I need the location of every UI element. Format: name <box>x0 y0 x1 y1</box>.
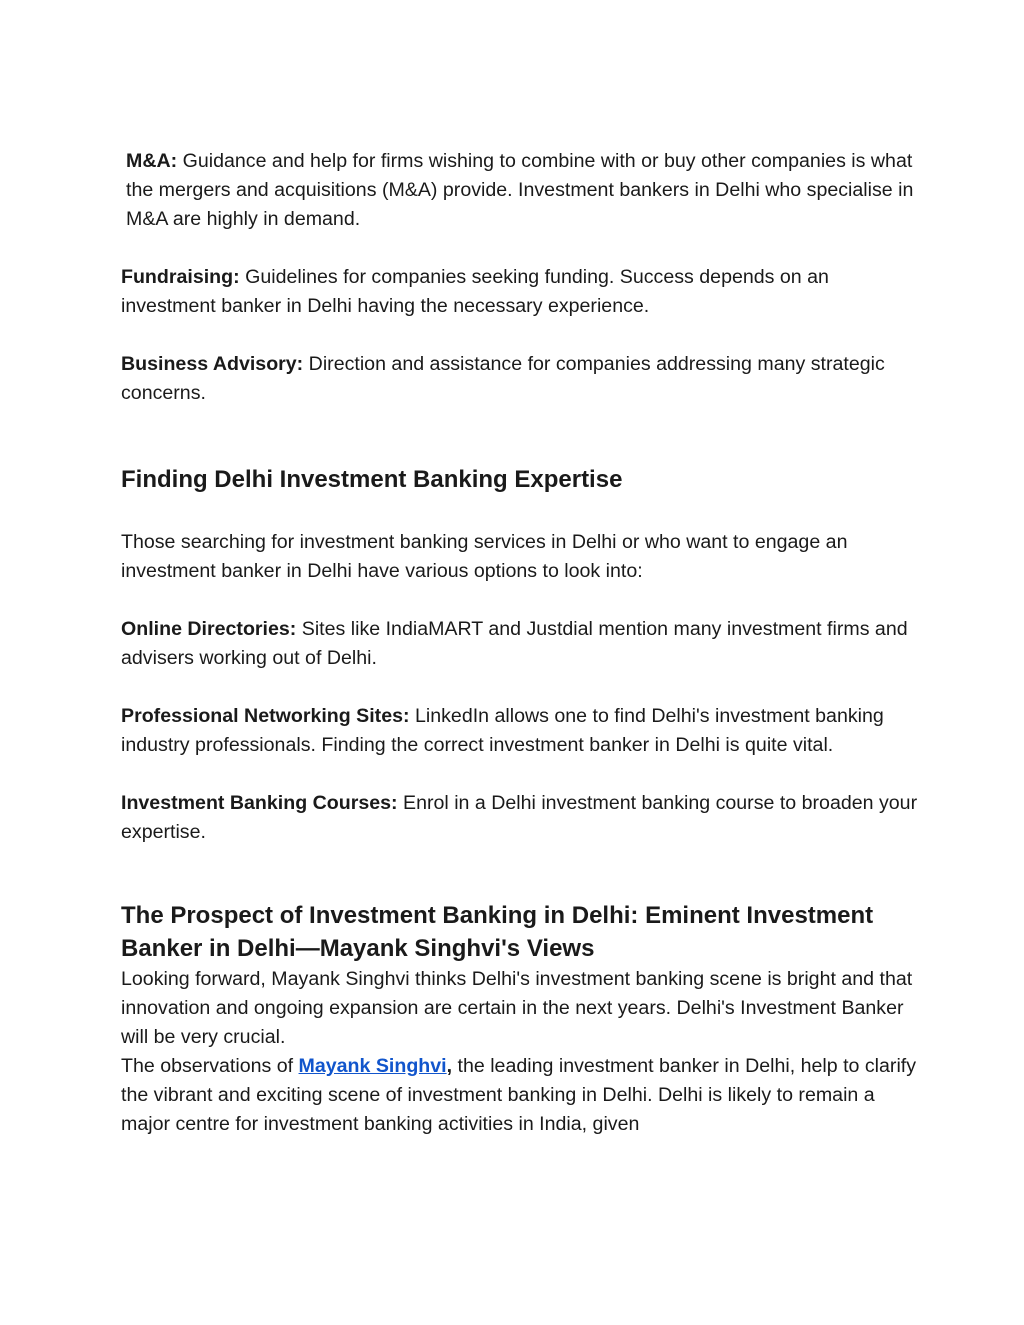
text-observations-comma: , <box>446 1055 453 1077</box>
heading-prospect: The Prospect of Investment Banking in Delhi: Eminent Investment Banker in Delhi—Mayank Singhvi's Views <box>121 902 874 962</box>
label-online-directories: Online Directories: <box>121 618 297 640</box>
paragraph-business-advisory <box>121 350 921 408</box>
mayank-singhvi-link[interactable]: Mayank Singhvi <box>298 1055 447 1077</box>
text-ma: Guidance and help for firms wishing to combine with or buy other companies is what the mergers and acquisitions (M&A) provide. Investment bankers in Delhi who specialise in M&A are highly in demand. <box>126 150 914 230</box>
paragraph-networking-sites <box>121 702 921 760</box>
paragraph-fundraising <box>121 263 921 321</box>
paragraph-online-directories <box>121 615 921 673</box>
text-business-advisory: Direction and assistance for companies addressing many strategic concerns. <box>121 353 885 404</box>
heading-finding-expertise: Finding Delhi Investment Banking Expertise <box>121 466 623 493</box>
text-observations-prefix: The observations of <box>121 1055 299 1077</box>
paragraph-prospect-observations <box>121 1052 921 1139</box>
label-networking-sites: Professional Networking Sites: <box>121 705 410 727</box>
document-page <box>121 147 921 1139</box>
paragraph-prospect-outlook: Looking forward, Mayank Singhvi thinks Delhi's investment banking scene is bright and that innovation and ongoing expansion are certain in the next years. Delhi's Investment Banker will be very crucial. <box>121 968 913 1048</box>
text-fundraising: Guidelines for companies seeking funding. Success depends on an investment banker in Delhi having the necessary experience. <box>121 266 829 317</box>
text-online-directories: Sites like IndiaMART and Justdial mention many investment firms and advisers working out of Delhi. <box>121 618 908 669</box>
paragraph-finding-intro: Those searching for investment banking services in Delhi or who want to engage an investment banker in Delhi have various options to look into: <box>121 531 848 582</box>
label-fundraising: Fundraising: <box>121 266 240 288</box>
text-observations-suffix: the leading investment banker in Delhi, help to clarify the vibrant and exciting scene of investment banking in Delhi. Delhi is likely to remain a major centre for investment banking activities in India, given <box>121 1055 917 1135</box>
text-networking-sites: LinkedIn allows one to find Delhi's investment banking industry professionals. Finding the correct investment banker in Delhi is quite vital. <box>121 705 884 756</box>
paragraph-ma <box>121 147 921 234</box>
label-business-advisory: Business Advisory: <box>121 353 304 375</box>
label-ma: M&A: <box>126 150 178 172</box>
text-banking-courses: Enrol in a Delhi investment banking course to broaden your expertise. <box>121 792 918 843</box>
paragraph-banking-courses <box>121 789 921 847</box>
label-banking-courses: Investment Banking Courses: <box>121 792 398 814</box>
